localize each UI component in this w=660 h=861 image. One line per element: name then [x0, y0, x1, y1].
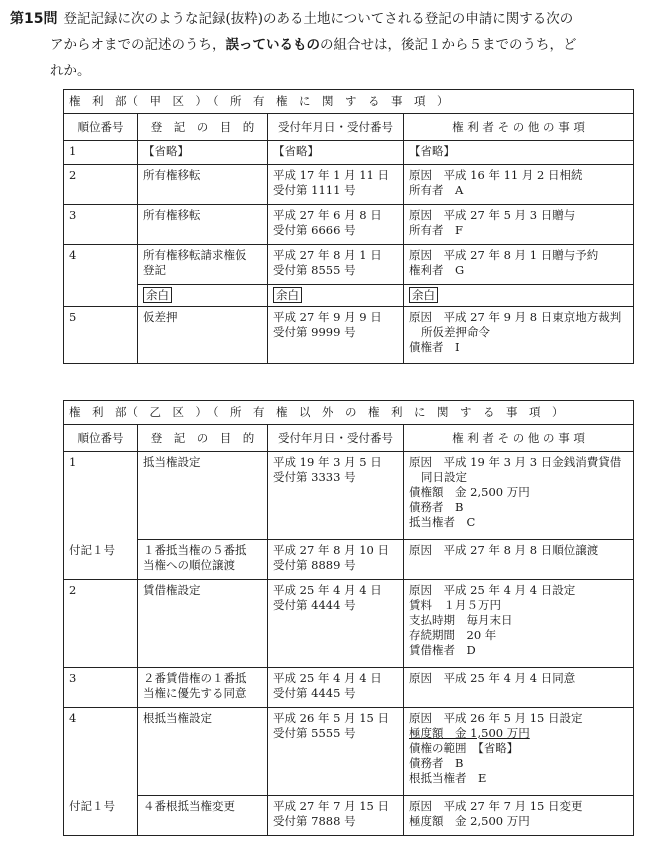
table-row: [64, 307, 634, 364]
purpose-line: 登記: [143, 263, 166, 277]
question-line-1: 登記記録に次のような記録(抜粋)のある土地についてされる登記の申請に関する次の: [63, 11, 574, 27]
info-line: 原因 平成 19 年 3 月 3 日金銭消費貸借: [409, 455, 622, 469]
info-line: 権利者 G: [409, 263, 465, 277]
receipt-line: 受付第 4445 号: [273, 686, 356, 700]
info-line: 原因 平成 25 年 4 月 4 日設定: [409, 583, 576, 597]
info-line-underlined: 極度額 金 1,500 万円: [409, 726, 530, 740]
info-cell: [404, 540, 634, 580]
table-row: [64, 205, 634, 245]
date-cell: [268, 580, 404, 668]
info-line: 同日設定: [421, 470, 467, 484]
info-line: 所有者 F: [409, 223, 463, 237]
yohaku-box: 余白: [273, 287, 302, 303]
date-line: 平成 27 年 7 月 15 日: [273, 799, 390, 813]
date-cell: [268, 452, 404, 540]
purpose-line: 当権に優先する同意: [143, 686, 247, 700]
rank-cell: 付記１号: [64, 540, 138, 580]
purpose-cell: 所有権移転: [138, 205, 268, 245]
info-line: 存続期間 20 年: [409, 628, 497, 642]
purpose-line: 所有権移転請求権仮: [143, 248, 247, 262]
info-line: 所仮差押命令: [421, 325, 490, 339]
info-line: 根抵当権者 E: [409, 771, 487, 785]
info-cell: [404, 708, 634, 796]
table-row: [64, 540, 634, 580]
purpose-cell: 所有権移転: [138, 165, 268, 205]
date-cell: [268, 165, 404, 205]
kou-register-table: [63, 89, 634, 364]
info-cell: [404, 668, 634, 708]
table-row: [64, 452, 634, 540]
info-cell: [404, 285, 634, 307]
date-cell: [268, 540, 404, 580]
table-row: [64, 668, 634, 708]
table-row: [64, 141, 634, 165]
yohaku-row: [64, 285, 634, 307]
rank-cell: 4: [64, 245, 138, 285]
date-line: 平成 27 年 8 月 10 日: [273, 543, 390, 557]
info-line: 原因 平成 25 年 4 月 4 日同意: [409, 671, 576, 685]
question-number: 第15問: [10, 11, 58, 27]
info-line: 所有者 A: [409, 183, 464, 197]
rank-cell: 4: [64, 708, 138, 796]
date-cell: 【省略】: [268, 141, 404, 165]
purpose-cell: [138, 540, 268, 580]
table-row: [64, 245, 634, 285]
info-line: 債務者 B: [409, 500, 464, 514]
rank-cell: 1: [64, 452, 138, 540]
header-rank: 順位番号: [64, 425, 138, 452]
date-line: 平成 27 年 8 月 1 日: [273, 248, 382, 262]
date-line: 平成 25 年 4 月 4 日: [273, 583, 382, 597]
date-line: 平成 26 年 5 月 15 日: [273, 711, 390, 725]
date-cell: [268, 668, 404, 708]
rank-cell: 2: [64, 165, 138, 205]
emphasis-incorrect: 誤っているもの: [225, 37, 320, 53]
receipt-line: 受付第 5555 号: [273, 726, 356, 740]
header-date: 受付年月日・受付番号: [268, 425, 404, 452]
rank-cell: 3: [64, 668, 138, 708]
otsu-column-headers: [64, 425, 634, 452]
header-info: 権 利 者 そ の 他 の 事 項: [404, 425, 634, 452]
table-row: [64, 580, 634, 668]
date-cell: [268, 245, 404, 285]
info-cell: [404, 245, 634, 285]
header-info: 権 利 者 そ の 他 の 事 項: [404, 114, 634, 141]
question-line-3: れか。: [50, 63, 91, 79]
receipt-line: 受付第 3333 号: [273, 470, 356, 484]
purpose-cell: ４番根抵当権変更: [138, 796, 268, 836]
purpose-line: ２番賃借権の１番抵: [143, 671, 247, 685]
info-line: 債務者 B: [409, 756, 464, 770]
receipt-line: 受付第 6666 号: [273, 223, 356, 237]
purpose-line: １番抵当権の５番抵: [143, 543, 247, 557]
header-purpose: 登 記 の 目 的: [138, 425, 268, 452]
date-line: 平成 19 年 3 月 5 日: [273, 455, 382, 469]
purpose-cell: [138, 668, 268, 708]
yohaku-box: 余白: [409, 287, 438, 303]
rank-cell: 2: [64, 580, 138, 668]
info-line: 債権の範囲 【省略】: [409, 741, 519, 755]
rank-cell: 付記１号: [64, 796, 138, 836]
info-cell: [404, 307, 634, 364]
purpose-cell: [138, 245, 268, 285]
date-line: 平成 17 年 1 月 11 日: [273, 168, 390, 182]
rank-cell-empty: [64, 285, 138, 307]
rank-cell: 5: [64, 307, 138, 364]
info-line: 原因 平成 16 年 11 月 2 日相続: [409, 168, 583, 182]
receipt-line: 受付第 8889 号: [273, 558, 356, 572]
otsu-register-table: [63, 400, 634, 836]
table-row: [64, 165, 634, 205]
purpose-cell: 根抵当権設定: [138, 708, 268, 796]
purpose-cell: [138, 285, 268, 307]
table-row: [64, 708, 634, 796]
receipt-line: 受付第 1111 号: [273, 183, 356, 197]
kou-title: 権 利 部（ 甲 区 ） （ 所 有 権 に 関 す る 事 項 ）: [64, 90, 634, 114]
header-date: 受付年月日・受付番号: [268, 114, 404, 141]
date-cell: [268, 796, 404, 836]
table-row: [64, 796, 634, 836]
purpose-cell: 仮差押: [138, 307, 268, 364]
date-cell: [268, 205, 404, 245]
info-line: 原因 平成 27 年 5 月 3 日贈与: [409, 208, 576, 222]
purpose-cell: 賃借権設定: [138, 580, 268, 668]
receipt-line: 受付第 7888 号: [273, 814, 356, 828]
date-line: 平成 27 年 9 月 9 日: [273, 310, 382, 324]
yohaku-box: 余白: [143, 287, 172, 303]
info-line: 原因 平成 27 年 7 月 15 日変更: [409, 799, 583, 813]
rank-cell: 3: [64, 205, 138, 245]
date-cell: [268, 285, 404, 307]
info-cell: [404, 165, 634, 205]
info-cell: [404, 796, 634, 836]
info-line: 債権者 I: [409, 340, 460, 354]
date-cell: [268, 307, 404, 364]
info-line: 支払時期 毎月末日: [409, 613, 513, 627]
purpose-cell: 【省略】: [138, 141, 268, 165]
info-cell: 【省略】: [404, 141, 634, 165]
purpose-cell: 抵当権設定: [138, 452, 268, 540]
question-line-2c: の組合せは，後記１から５までのうち，ど: [320, 37, 577, 53]
purpose-line: 当権への順位譲渡: [143, 558, 235, 572]
info-cell: [404, 452, 634, 540]
receipt-line: 受付第 4444 号: [273, 598, 356, 612]
date-line: 平成 27 年 6 月 8 日: [273, 208, 382, 222]
rank-cell: 1: [64, 141, 138, 165]
receipt-line: 受付第 8555 号: [273, 263, 356, 277]
date-line: 平成 25 年 4 月 4 日: [273, 671, 382, 685]
info-line: 賃料 １月５万円: [409, 598, 501, 612]
info-cell: [404, 580, 634, 668]
info-cell: [404, 205, 634, 245]
header-rank: 順位番号: [64, 114, 138, 141]
info-line: 原因 平成 27 年 8 月 1 日贈与予約: [409, 248, 599, 262]
question-line-2a: アからオまでの記述のうち，: [50, 37, 226, 53]
kou-column-headers: [64, 114, 634, 141]
info-line: 抵当権者 C: [409, 515, 476, 529]
question-line-2: [10, 32, 650, 58]
receipt-line: 受付第 9999 号: [273, 325, 356, 339]
info-line: 原因 平成 27 年 9 月 8 日東京地方裁判: [409, 310, 622, 324]
info-line: 原因 平成 26 年 5 月 15 日設定: [409, 711, 583, 725]
info-line: 原因 平成 27 年 8 月 8 日順位譲渡: [409, 543, 599, 557]
header-purpose: 登 記 の 目 的: [138, 114, 268, 141]
question-text: [10, 6, 650, 84]
info-line: 極度額 金 2,500 万円: [409, 814, 530, 828]
date-cell: [268, 708, 404, 796]
info-line: 債権額 金 2,500 万円: [409, 485, 530, 499]
otsu-title: 権 利 部（ 乙 区 ） （ 所 有 権 以 外 の 権 利 に 関 す る 事 項 ）: [64, 401, 634, 425]
info-line: 賃借権者 D: [409, 643, 476, 657]
